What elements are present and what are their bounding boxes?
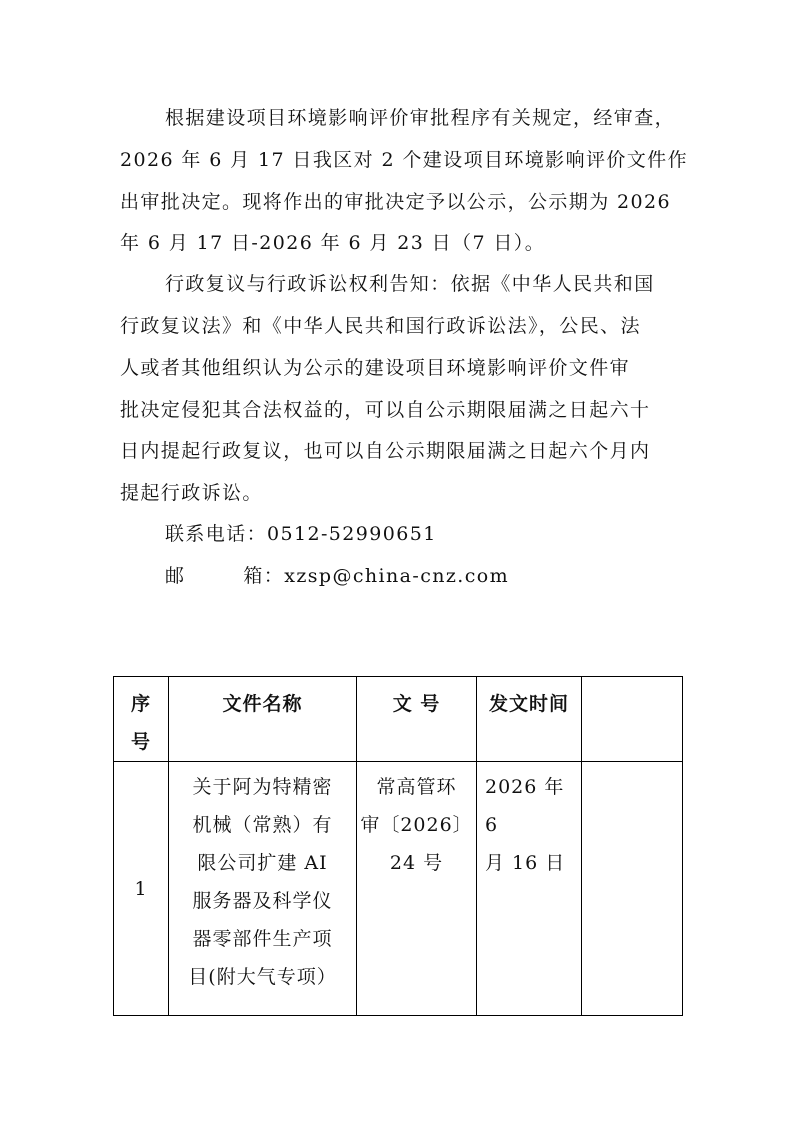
file-name-line-6: 目(附大气专项） [188, 966, 337, 988]
header-doc-number: 文 号 [357, 677, 477, 762]
para2-line-5: 日内提起行政复议，也可以自公示期限届满之日起六个月内 [120, 440, 651, 462]
para1-line-2: 2026 年 6 月 17 日我区对 2 个建设项目环境影响评价文件作 [120, 149, 688, 171]
header-issue-date: 发文时间 [477, 677, 582, 762]
header-file-name: 文件名称 [169, 677, 357, 762]
para1-line-4: 年 6 月 17 日-2026 年 6 月 23 日（7 日）。 [120, 232, 546, 254]
para2-line-4: 批决定侵犯其合法权益的，可以自公示期限届满之日起六十 [120, 399, 651, 421]
issue-date-line-1: 2026 年 6 [485, 776, 565, 836]
row-doc-number [357, 762, 477, 1016]
file-name-line-1: 关于阿为特精密 [192, 776, 333, 798]
doc-number-line-2: 审〔2026〕 [360, 814, 473, 836]
para2-line-6: 提起行政诉讼。 [120, 482, 263, 504]
contact-email-line [165, 564, 509, 588]
phone-label: 联系电话： [165, 523, 268, 545]
file-name-line-4: 服务器及科学仪 [192, 890, 333, 912]
phone-number[interactable]: 0512-52990651 [267, 523, 437, 545]
doc-number-line-3: 24 号 [389, 852, 444, 874]
header-seq-line-1: 序 [130, 693, 151, 715]
file-name-line-3: 限公司扩建 AI [197, 852, 328, 874]
header-seq [114, 677, 169, 762]
issue-date-line-2: 月 16 日 [485, 852, 566, 874]
header-extra [582, 677, 683, 762]
row-issue-date [477, 762, 582, 1016]
doc-number-line-1: 常高管环 [376, 776, 457, 798]
para1-line-1: 根据建设项目环境影响评价审批程序有关规定，经审查， [165, 107, 676, 129]
file-name-line-2: 机械（常熟）有 [192, 814, 333, 836]
file-name-line-5: 器零部件生产项 [192, 928, 333, 950]
table-header-row [114, 677, 683, 762]
approval-table [113, 676, 683, 1016]
para1-line-3: 出审批决定。现将作出的审批决定予以公示，公示期为 2026 [120, 191, 671, 213]
email-label-a: 邮 [165, 565, 186, 587]
row-extra [582, 762, 683, 1016]
email-address[interactable]: xzsp@china-cnz.com [284, 565, 510, 587]
contact-phone-line [165, 522, 437, 546]
header-seq-line-2: 号 [130, 731, 151, 753]
row-file-name [169, 762, 357, 1016]
para2-line-3: 人或者其他组织认为公示的建设项目环境影响评价文件审 [120, 357, 631, 379]
email-label-b: 箱： [243, 565, 285, 587]
para2-line-1: 行政复议与行政诉讼权利告知：依据《中华人民共和国 [165, 273, 655, 295]
table-row [114, 762, 683, 1016]
row-seq: 1 [114, 762, 169, 1016]
para2-line-2: 行政复议法》和《中华人民共和国行政诉讼法》，公民、法 [120, 315, 641, 337]
